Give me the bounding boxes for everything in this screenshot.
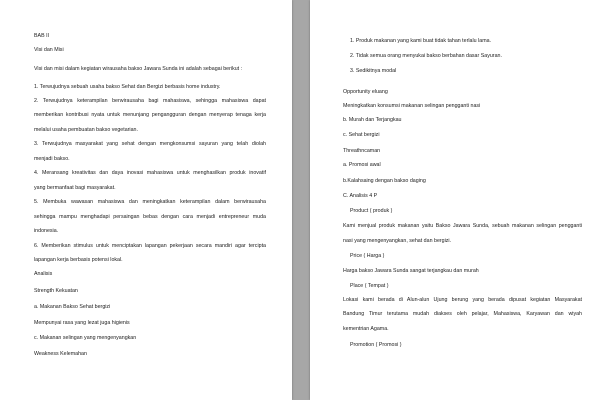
threat-item-b: b.Kalahsaing dengan bakso daging bbox=[343, 178, 426, 184]
list-item: 4. Meransang kreativitas dan daya inovasi mahasiswa untuk menghasilkan produk inovatif bbox=[34, 170, 266, 176]
list-item-continuation: indonesia. bbox=[34, 228, 59, 234]
place-text-continuation: Bandung Timur terutama mudah diakses oleh pelajar, Mahasiswa, Karyawan dan wiyah bbox=[343, 311, 582, 317]
strength-item-c: c. Makanan selingan yang mengenyangkan bbox=[34, 335, 137, 341]
promotion-title: Promotion ( Promosi ) bbox=[350, 342, 402, 348]
opportunity-text: Meningkatkan konsumsi makanan selingan pengganti nasi bbox=[343, 103, 481, 109]
list-item-continuation: memberikan kontribusi nyata untuk menunjang pengangguran dengan menyerap tenaga kerja bbox=[34, 112, 266, 118]
place-text: Lokasi kami berada di Alun-alun Ujung berung yang berada dipusat kegiatan Masyarakat bbox=[343, 297, 582, 303]
weakness-item: 2. Tidak semua orang menyukai bakso berbahan dasar Sayuran. bbox=[350, 53, 502, 59]
strength-title: Strength Kekuatan bbox=[34, 288, 78, 294]
opportunity-item-c: c. Sehat bergizi bbox=[343, 132, 380, 138]
place-text-continuation: kementrian Agama. bbox=[343, 326, 389, 332]
price-text: Harga bakso Jawara Sunda sangat terjangkau dan murah bbox=[343, 268, 479, 274]
intro-paragraph: Visi dan misi dalam kegiatan wirausaha bakso Jawara Sunda ini adalah sebagai berikut : bbox=[34, 66, 243, 72]
list-item-continuation: sehingga mampu menghadapi persaingan bebas dengan cara menjadi entrepreneur muda bbox=[34, 214, 266, 220]
weakness-item: 3. Sedikitnya modal bbox=[350, 68, 397, 74]
product-text: Kami menjual produk makanan yaitu Bakso Jawara Sunda, sebuah makanan selingan pengganti bbox=[343, 223, 582, 229]
chapter-heading: BAB II bbox=[34, 33, 50, 39]
opportunity-title: Opportunity eluang bbox=[343, 89, 388, 95]
document-page-left bbox=[0, 0, 292, 400]
list-item: 2. Terwujudnya keterampilan berwirausaha bagi mahasiswa, sehingga mahasiswa dapat bbox=[34, 98, 266, 104]
document-page-right bbox=[310, 0, 610, 400]
list-item-continuation: lapangan kerja berbasis potensi lokal. bbox=[34, 257, 123, 263]
list-item: 1. Terwujudnya sebuah usaha bakso Sehat dan Bergizi berbasis home industry. bbox=[34, 84, 221, 90]
weakness-item: 1. Produk makanan yang kami buat tidak tahan terlalu lama. bbox=[350, 38, 492, 44]
section-title-visi-misi: Visi dan Misi bbox=[34, 47, 64, 53]
threat-item-a: a. Promosi awal bbox=[343, 162, 381, 168]
strength-item-a: a. Makanan Bakso Sehat bergizi bbox=[34, 304, 111, 310]
list-item: 6. Memberikan stimulus untuk menciptakan lapangan pekerjaan secara mandiri agar tercipta bbox=[34, 243, 266, 249]
product-text-continuation: nasi yang mengenyangkan, sehat dan bergizi. bbox=[343, 238, 452, 244]
list-item-continuation: menjadi bakso. bbox=[34, 156, 70, 162]
product-title: Product ( produk ) bbox=[350, 208, 393, 214]
weakness-title: Weakness Kelemahan bbox=[34, 351, 87, 357]
page-gap bbox=[296, 0, 306, 400]
list-item: 3. Terwujudnya masyarakat yang sehat dengan mengkonsumsi sayuran yang telah diolah bbox=[34, 141, 266, 147]
list-item-continuation: melalui usaha pembuatan bakso vegetarian. bbox=[34, 127, 138, 133]
list-item-continuation: yang bermanfaat bagi masyarakat. bbox=[34, 185, 116, 191]
analysis-title: Analisis bbox=[34, 271, 53, 277]
opportunity-item-b: b. Murah dan Terjangkau bbox=[343, 117, 402, 123]
list-item: 5. Membuka wawasan mahasiswa dan meningkatkan keterampilan dalam berwirausaha bbox=[34, 199, 266, 205]
threat-title: Threathncaman bbox=[343, 148, 381, 154]
analysis-4p-title: C. Analisis 4 P bbox=[343, 193, 378, 199]
strength-text: Mempunyai rasa yang lezat juga higienis bbox=[34, 320, 130, 326]
price-title: Price ( Harga ) bbox=[350, 253, 385, 259]
place-title: Place ( Tempat ) bbox=[350, 283, 389, 289]
